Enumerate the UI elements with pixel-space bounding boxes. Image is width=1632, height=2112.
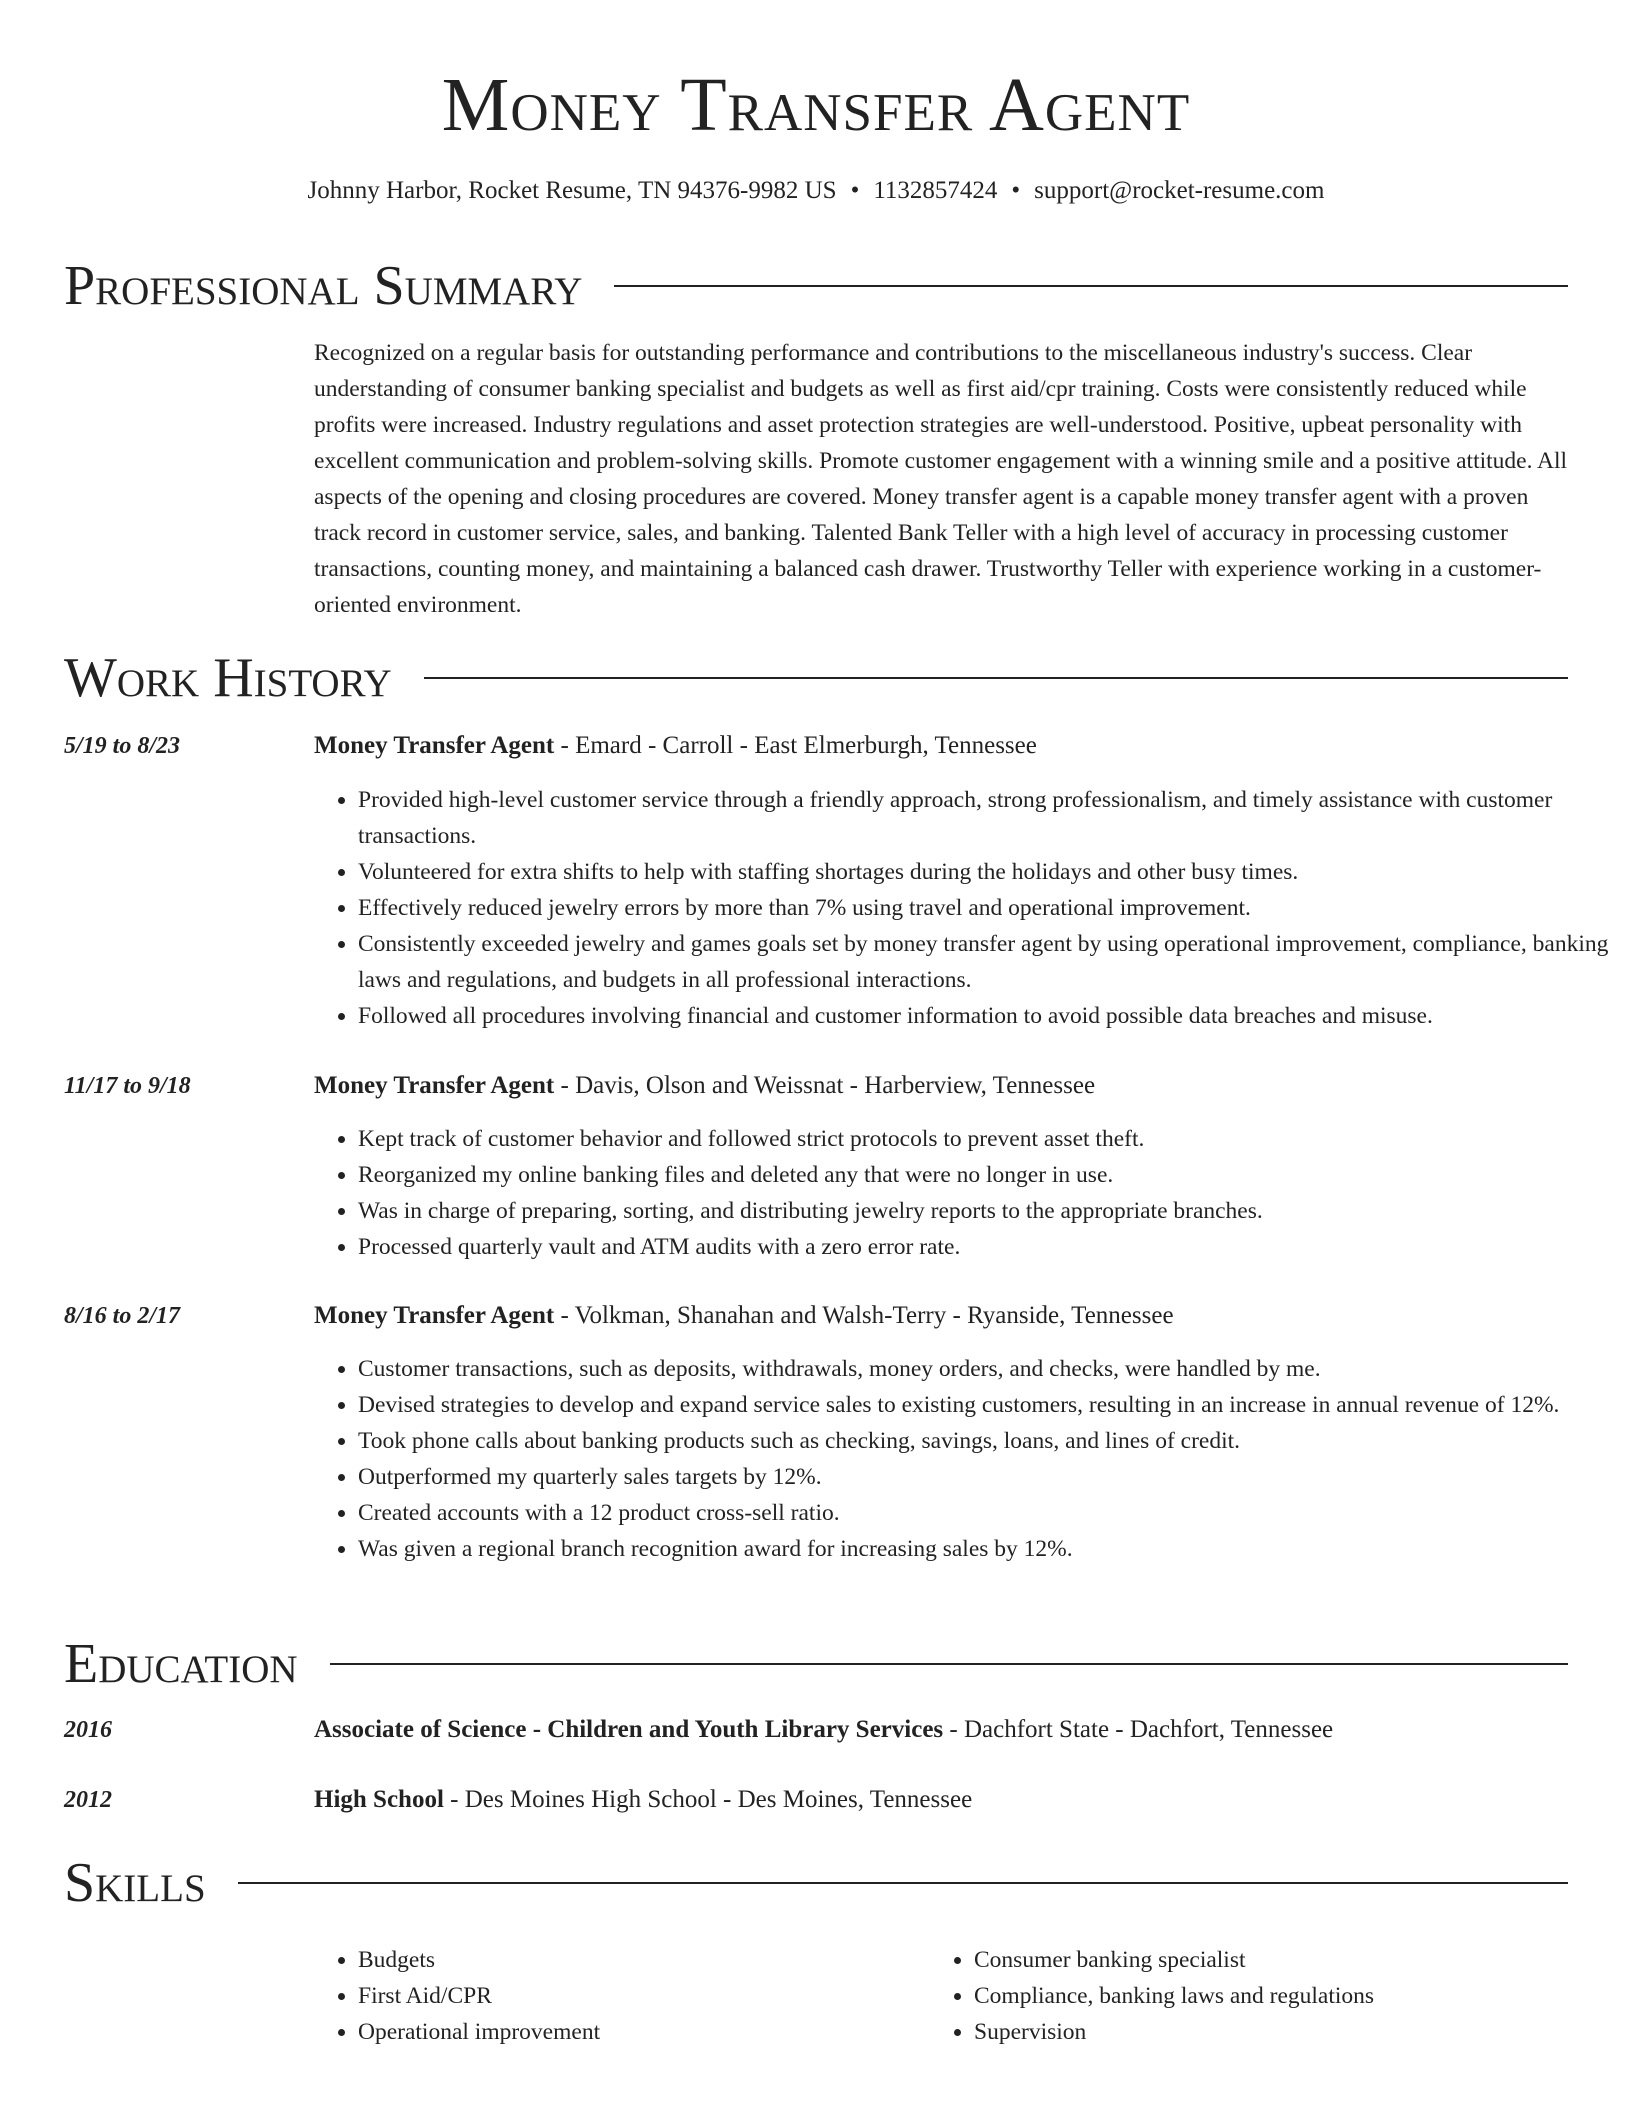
list-item: • Effectively reduced jewelry errors by more than 7% using travel and operational improvement. — [358, 890, 1618, 926]
list-item: • Provided high-level customer service through a friendly approach, strong professionalism, and timely assistance with customer transactions. — [358, 782, 1618, 854]
job-dates: 5/19 to 8/23 — [64, 733, 181, 759]
section-title: Professional Summary — [64, 255, 583, 317]
list-item: • Customer transactions, such as deposits, withdrawals, money orders, and checks, were handled by me. — [358, 1351, 1618, 1387]
list-item: • Was given a regional branch recognition award for increasing sales by 12%. — [358, 1531, 1618, 1567]
skill-item: • First Aid/CPR — [358, 1978, 600, 2014]
skills-column-right — [930, 1942, 1374, 2050]
list-item: • Was in charge of preparing, sorting, and distributing jewelry reports to the appropriate branches. — [358, 1193, 1618, 1229]
job-details: - Davis, Olson and Weissnat - Harberview, Tennessee — [554, 1072, 1096, 1099]
job-bullets — [314, 1351, 1618, 1567]
education-year: 2016 — [64, 1717, 112, 1743]
education-header — [314, 1782, 972, 1818]
job-role: Money Transfer Agent — [314, 1302, 555, 1329]
education-year: 2012 — [64, 1787, 112, 1813]
skill-item: • Compliance, banking laws and regulations — [974, 1978, 1374, 2014]
skill-item: • Budgets — [358, 1942, 600, 1978]
resume-title: Money Transfer Agent — [441, 63, 1191, 147]
job-details: - Emard - Carroll - East Elmerburgh, Tennessee — [554, 732, 1037, 759]
skill-item: • Operational improvement — [358, 2014, 600, 2050]
contact-email: support@rocket-resume.com — [1034, 177, 1325, 204]
section-divider — [614, 285, 1568, 287]
education-header — [314, 1712, 1333, 1748]
section-divider — [238, 1882, 1568, 1884]
list-item: • Kept track of customer behavior and followed strict protocols to prevent asset theft. — [358, 1121, 1618, 1157]
list-item: • Processed quarterly vault and ATM audits with a zero error rate. — [358, 1229, 1618, 1265]
list-item: • Took phone calls about banking products such as checking, savings, loans, and lines of credit. — [358, 1423, 1618, 1459]
education-degree: High School — [314, 1786, 444, 1813]
job-role: Money Transfer Agent — [314, 1072, 555, 1099]
separator-dot: • — [1011, 177, 1021, 204]
list-item: • Consistently exceeded jewelry and games goals set by money transfer agent by using operational improvement, compliance, banking laws and regulations, and budgets in all professional interactions. — [358, 926, 1618, 998]
section-divider — [424, 677, 1568, 679]
list-item: • Reorganized my online banking files and deleted any that were no longer in use. — [358, 1157, 1618, 1193]
section-title: Work History — [64, 647, 392, 709]
job-header — [314, 1068, 1095, 1104]
list-item: • Volunteered for extra shifts to help with staffing shortages during the holidays and other busy times. — [358, 854, 1618, 890]
job-header — [314, 728, 1037, 764]
section-title: Education — [64, 1633, 298, 1695]
education-degree: Associate of Science - Children and Youth Library Services — [314, 1716, 944, 1743]
section-header-summary — [64, 254, 1568, 318]
job-dates: 8/16 to 2/17 — [64, 1303, 181, 1329]
list-item: • Created accounts with a 12 product cross-sell ratio. — [358, 1495, 1618, 1531]
contact-address: Johnny Harbor, Rocket Resume, TN 94376-9982 US — [307, 177, 837, 204]
section-header-education — [64, 1632, 1568, 1696]
section-divider — [330, 1663, 1568, 1665]
section-header-work-history — [64, 646, 1568, 710]
section-header-skills — [64, 1851, 1568, 1915]
summary-text: Recognized on a regular basis for outstanding performance and contributions to the miscellaneous industry's success. Clear understanding of consumer banking specialist and budgets as well as first aid/cpr training. Costs were consistently reduced while profits were increased. Industry regulations and asset protection strategies are well-understood. Positive, upbeat personality with excellent communication and problem-solving skills. Promote customer engagement with a winning smile and a positive attitude. All aspects of the opening and closing procedures are covered. Money transfer agent is a capable money transfer agent with a proven track record in customer service, sales, and banking. Talented Bank Teller with a high level of accuracy in processing customer transactions, counting money, and maintaining a balanced cash drawer. Trustworthy Teller with experience working in a customer-oriented environment. — [314, 340, 1568, 618]
job-bullets — [314, 782, 1618, 1034]
job-details: - Volkman, Shanahan and Walsh-Terry - Ryanside, Tennessee — [554, 1302, 1174, 1329]
education-details: - Des Moines High School - Des Moines, Tennessee — [443, 1786, 973, 1813]
section-title: Skills — [64, 1852, 206, 1914]
skills-column-left — [314, 1942, 600, 2050]
separator-dot: • — [850, 177, 860, 204]
contact-phone: 1132857424 — [873, 177, 998, 204]
education-details: - Dachfort State - Dachfort, Tennessee — [943, 1716, 1334, 1743]
skill-item: • Consumer banking specialist — [974, 1942, 1374, 1978]
contact-line — [0, 175, 1632, 207]
job-bullets — [314, 1121, 1618, 1265]
list-item: • Followed all procedures involving financial and customer information to avoid possible data breaches and misuse. — [358, 998, 1618, 1034]
skill-item: • Supervision — [974, 2014, 1374, 2050]
job-dates: 11/17 to 9/18 — [64, 1073, 191, 1099]
list-item: • Devised strategies to develop and expand service sales to existing customers, resulting in an increase in annual revenue of 12%. — [358, 1387, 1618, 1423]
job-header — [314, 1298, 1174, 1334]
list-item: • Outperformed my quarterly sales targets by 12%. — [358, 1459, 1618, 1495]
job-role: Money Transfer Agent — [314, 732, 555, 759]
